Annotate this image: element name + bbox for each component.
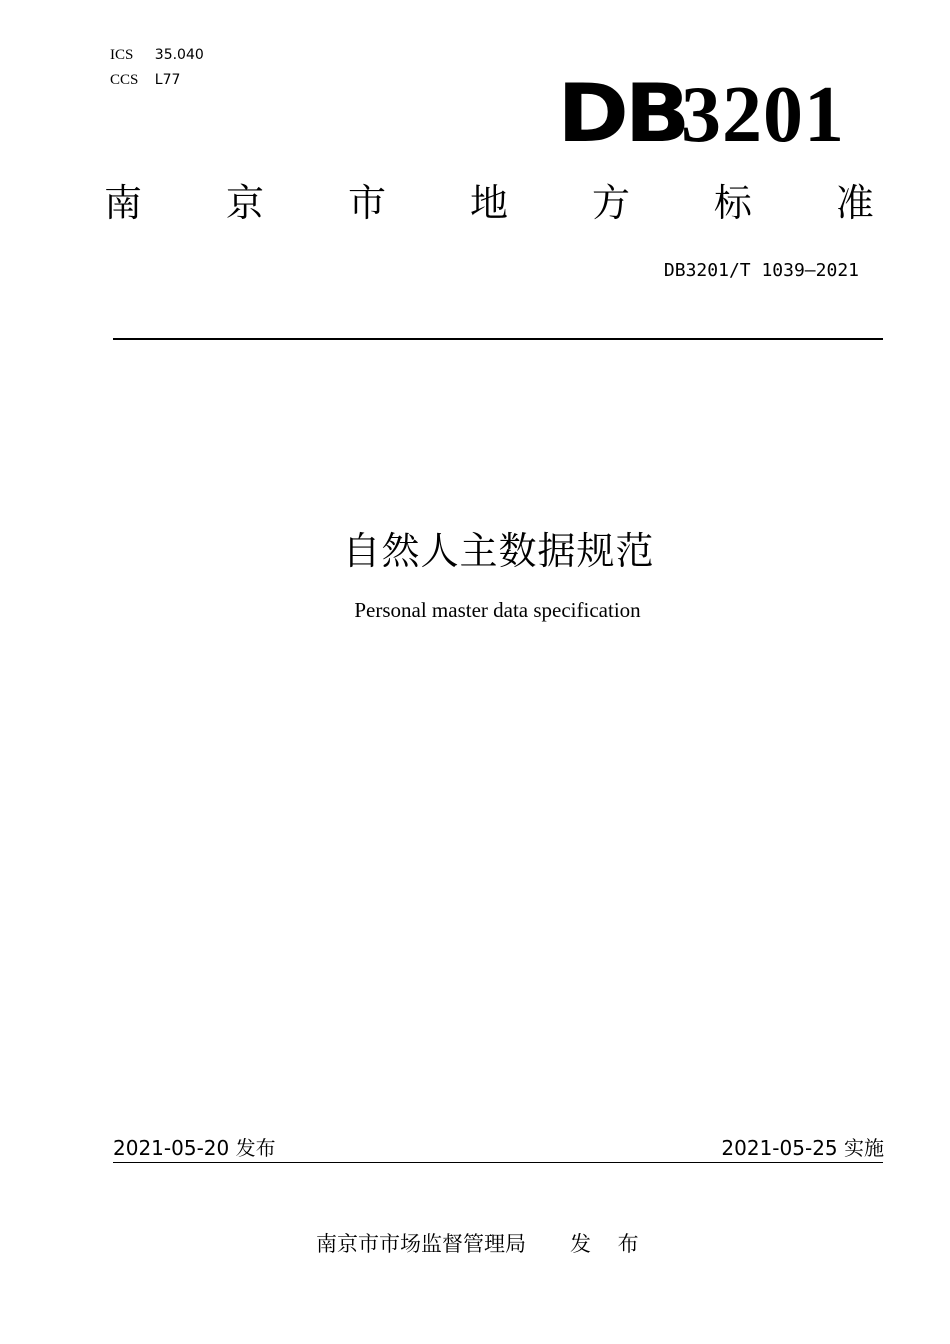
issue-date: 2021-05-20 发布 [113,1136,276,1160]
standard-logo [556,67,845,160]
standard-type-char: 市 [347,181,386,225]
publisher-name: 南京市市场监督管理局 [316,1232,526,1256]
standard-logo-prefix: DB [556,67,686,160]
ics-value: 35.040 [154,47,204,63]
implementation-date: 2021-05-25 实施 [721,1136,884,1160]
standard-type-char: 地 [469,181,508,225]
bottom-divider [113,1162,883,1163]
standard-type-char: 南 [104,181,143,225]
document-title-english: Personal master data specification [354,598,641,622]
standard-type-char: 准 [835,181,874,225]
standard-type-heading [104,181,874,225]
publisher [316,1228,649,1258]
ccs-classification [110,70,180,89]
publisher-action: 发 布 [570,1232,649,1256]
document-title-chinese: 自然人主数据规范 [342,529,655,573]
standard-type-char: 方 [591,181,630,225]
standard-type-char: 标 [713,181,752,225]
ccs-value: L77 [154,72,181,88]
standard-logo-number: 3201 [681,71,845,159]
ics-classification [110,45,204,64]
ccs-label: CCS [110,72,139,88]
ics-label: ICS [110,47,134,63]
top-divider [113,338,883,340]
standard-type-char: 京 [225,181,264,225]
standard-code: DB3201/T 1039—2021 [663,260,859,281]
